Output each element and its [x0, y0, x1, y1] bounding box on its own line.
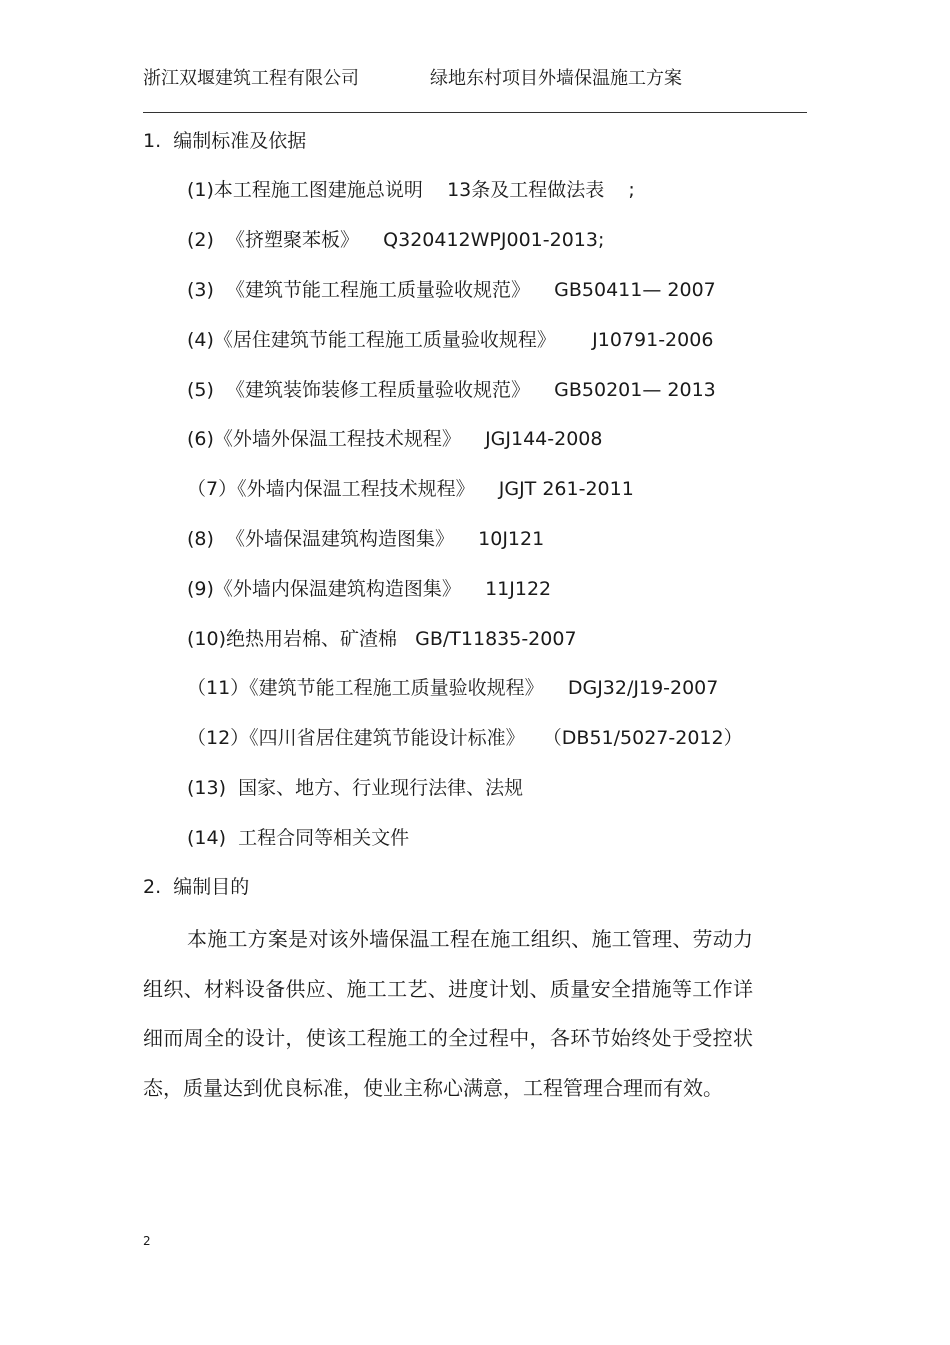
company-name: 浙江双堰建筑工程有限公司: [143, 68, 359, 89]
section-2-title: 2. 编制目的: [143, 876, 250, 898]
reference-item-7: （7）《外墙内保温工程技术规程》 JGJT 261-2011: [187, 478, 634, 500]
reference-item-6: (6)《外墙外保温工程技术规程》 JGJ144-2008: [187, 428, 603, 450]
reference-item-1: (1)本工程施工图建施总说明 13条及工程做法表 ;: [187, 179, 635, 201]
reference-item-8: (8) 《外墙保温建筑构造图集》 10J121: [187, 528, 545, 550]
reference-item-2: (2) 《挤塑聚苯板》 Q320412WPJ001-2013;: [187, 229, 605, 251]
header-rule: [143, 112, 807, 113]
reference-item-9: (9)《外墙内保温建筑构造图集》 11J122: [187, 578, 552, 600]
reference-item-12: （12）《四川省居住建筑节能设计标准》 （DB51/5027-2012）: [187, 727, 743, 749]
reference-item-4: (4)《居住建筑节能工程施工质量验收规程》 J10791-2006: [187, 329, 714, 351]
page-header: [143, 64, 807, 94]
reference-item-5: (5) 《建筑装饰装修工程质量验收规范》 GB50201— 2013: [187, 379, 716, 401]
reference-item-10: (10)绝热用岩棉、矿渣棉 GB/T11835-2007: [187, 628, 577, 650]
project-title: 绿地东村项目外墙保温施工方案: [430, 68, 682, 89]
page-number: 2: [143, 1234, 151, 1248]
reference-item-3: (3) 《建筑节能工程施工质量验收规范》 GB50411— 2007: [187, 279, 716, 301]
section-1-title: 1. 编制标准及依据: [143, 130, 307, 152]
reference-item-13: (13) 国家、地方、行业现行法律、法规: [187, 777, 524, 799]
purpose-paragraph: 本施工方案是对该外墙保温工程在施工组织、施工管理、劳动力组织、材料设备供应、施工工艺、进度计划、质量安全措施等工作详细而周全的设计，使该工程施工的全过程中，各环节始终处于受控状态，质量达到优良标准，使业主称心满意，工程管理合理而有效。: [143, 927, 753, 1100]
reference-item-11: （11）《建筑节能工程施工质量验收规程》 DGJ32/J19-2007: [187, 677, 719, 699]
reference-item-14: (14) 工程合同等相关文件: [187, 827, 410, 849]
